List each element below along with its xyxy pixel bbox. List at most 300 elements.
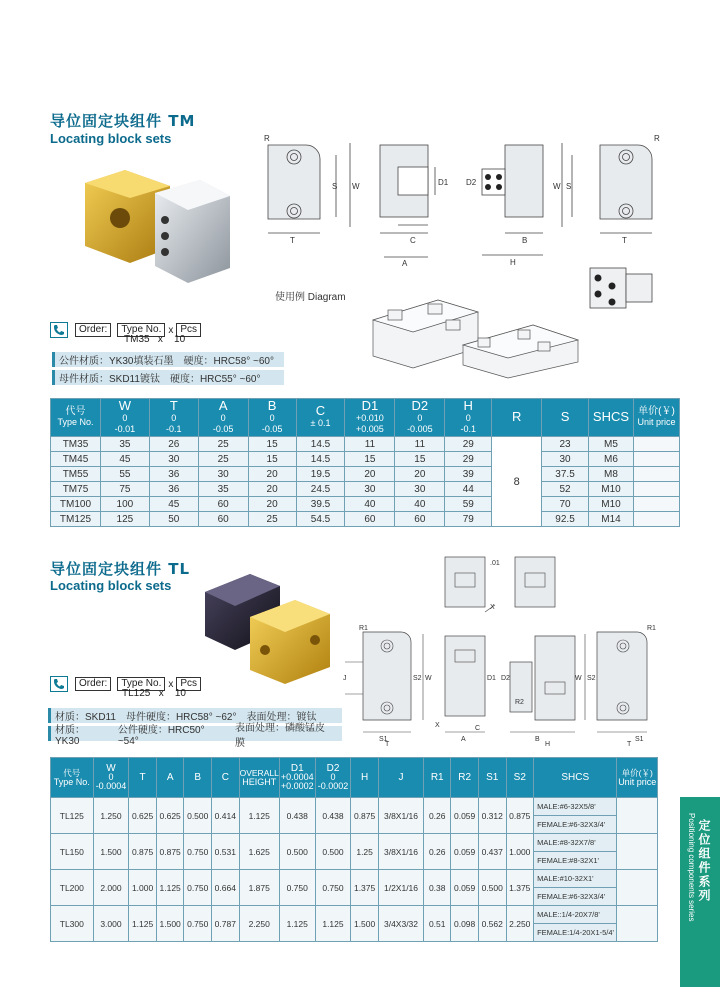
- table-cell: 40: [395, 497, 445, 512]
- header-main: W: [118, 397, 132, 413]
- table-cell: M14: [588, 512, 633, 527]
- table-cell: TM125: [51, 512, 101, 527]
- tl-label-t2: T: [627, 741, 632, 747]
- tm-order-example: [124, 334, 185, 345]
- unit-price-cell: [633, 512, 679, 527]
- tm-label-w2: W: [553, 182, 561, 191]
- tl-label-c: C: [475, 725, 481, 732]
- table-row: [51, 452, 680, 467]
- header-main: D1: [361, 397, 379, 413]
- table-cell: 45: [100, 452, 149, 467]
- header-sub-line: 0: [465, 412, 471, 423]
- table-cell: 30: [395, 482, 445, 497]
- order-label: Order:: [75, 677, 111, 691]
- unit-price-cell: [633, 497, 679, 512]
- tl-label-r1a: R1: [359, 625, 368, 632]
- table-cell: 40: [345, 497, 395, 512]
- header-sub-line: +0.005: [356, 423, 384, 434]
- table-cell: 0.26: [424, 834, 451, 870]
- table-cell: 20: [345, 467, 395, 482]
- tm-column-header: [51, 399, 101, 437]
- header-sub-line: +0.0002: [280, 781, 314, 791]
- table-cell: 45: [149, 497, 198, 512]
- table-cell: 60: [198, 497, 248, 512]
- tl-hardness-2: 公件硬度：HRC50° ~54°: [117, 724, 205, 747]
- table-cell: 0.059: [451, 870, 479, 906]
- tl-column-header: [424, 758, 451, 798]
- table-cell: 30: [542, 452, 589, 467]
- tm-technical-drawing: [250, 125, 670, 275]
- table-cell: M5: [588, 437, 633, 452]
- side-category-tab: [680, 797, 720, 987]
- table-cell: 0.625: [156, 798, 184, 834]
- x-separator: x: [168, 324, 174, 336]
- header-main: S2: [513, 772, 526, 783]
- table-cell: 1.125: [315, 906, 351, 942]
- x-separator: x: [168, 678, 174, 690]
- unit-price-cell: [617, 834, 658, 870]
- table-cell: 0.750: [315, 870, 351, 906]
- header-main: B: [194, 772, 202, 783]
- tl-column-header: [315, 758, 351, 798]
- table-row: [51, 467, 680, 482]
- table-row: [51, 437, 680, 452]
- tl-materials: [48, 708, 342, 749]
- table-cell: 0.750: [279, 870, 315, 906]
- tm-label-r2: R: [654, 134, 660, 143]
- header-main: H: [463, 397, 473, 413]
- tl-label-d2: D2: [501, 675, 510, 682]
- header-sub-line: 0: [330, 772, 336, 782]
- header-main: A: [166, 772, 174, 783]
- table-cell: 15: [395, 452, 445, 467]
- tm-label-h: H: [510, 258, 516, 267]
- tl-label-x2: X: [435, 722, 440, 729]
- table-cell: 0.562: [478, 906, 506, 942]
- tl-hardness-1: 母件硬度：HRC58° ~62°: [125, 712, 237, 723]
- tm-material-row: [52, 352, 284, 367]
- tl-column-header: [156, 758, 184, 798]
- tm-hardness-male: 硬度：HRC58° ~60°: [183, 356, 274, 367]
- tl-column-header: [478, 758, 506, 798]
- table-cell: 39: [445, 467, 492, 482]
- table-cell: 19.5: [296, 467, 345, 482]
- tm-label-s1: S: [332, 182, 338, 191]
- header-sub-line: ± 0.1: [310, 418, 331, 428]
- table-cell: 0.664: [212, 870, 240, 906]
- table-cell: M10: [588, 482, 633, 497]
- tm-material-row: [52, 370, 284, 385]
- unit-price-cell: [633, 452, 679, 467]
- header-sub-line: 0: [220, 412, 226, 423]
- table-cell: 0.625: [129, 798, 157, 834]
- table-cell: 0.500: [478, 870, 506, 906]
- table-cell: 0.312: [478, 798, 506, 834]
- table-cell: 37.5: [542, 467, 589, 482]
- header-main: C: [221, 772, 229, 783]
- tl-label-s1a: S1: [379, 736, 388, 743]
- tl-label-h: H: [545, 741, 551, 747]
- unit-price-cell: [633, 437, 679, 452]
- tl-label-r2: R2: [515, 699, 524, 706]
- tl-column-header: [534, 758, 617, 798]
- tm-material-male: 公件材质：YK30填装石墨: [59, 356, 174, 367]
- table-cell: 0.438: [279, 798, 315, 834]
- header-sub-line: -0.05: [261, 423, 283, 434]
- table-cell: 30: [149, 452, 198, 467]
- table-cell: 23: [542, 437, 589, 452]
- table-row: [51, 834, 658, 852]
- table-cell: 25: [198, 437, 248, 452]
- table-cell: TM45: [51, 452, 101, 467]
- table-cell: 0.787: [212, 906, 240, 942]
- table-cell: 36: [149, 482, 198, 497]
- table-cell: 15: [345, 452, 395, 467]
- table-cell: 0.51: [424, 906, 451, 942]
- tl-column-header: [239, 758, 279, 798]
- table-cell: 29: [445, 437, 492, 452]
- header-sub-line: -0.01: [114, 423, 136, 434]
- table-cell: 15: [248, 437, 296, 452]
- tl-order-x: x: [158, 688, 164, 699]
- tm-hardness-female: 硬度：HRC55° ~60°: [169, 374, 261, 385]
- table-cell: M10: [588, 497, 633, 512]
- tl-label-s2b: S2: [587, 675, 596, 682]
- table-cell: 75: [100, 482, 149, 497]
- pcs-label: Pcs: [176, 323, 201, 337]
- tm-mount-diagram: [588, 266, 654, 312]
- header-sub-line: HEIGHT: [242, 776, 277, 787]
- table-cell: 0.098: [451, 906, 479, 942]
- unit-price-cell: [617, 906, 658, 942]
- tl-label-r1b: R1: [647, 625, 656, 632]
- table-cell: TM55: [51, 467, 101, 482]
- shcs-cell: MALE:#6-32X5/8': [534, 798, 617, 816]
- table-cell: 36: [149, 467, 198, 482]
- tl-side-drawing: [430, 547, 570, 622]
- tm-title-cn: 导位固定块组件 TM: [50, 112, 196, 130]
- tm-order-x: x: [157, 334, 163, 345]
- header-main: W: [106, 763, 116, 774]
- tl-column-header: [617, 758, 658, 798]
- table-cell: 1.375: [506, 870, 534, 906]
- table-cell: 11: [345, 437, 395, 452]
- unit-price-cell: [633, 482, 679, 497]
- tm-usage-diagram: [368, 290, 583, 380]
- table-cell: TL125: [51, 798, 94, 834]
- table-cell: 0.750: [184, 834, 212, 870]
- table-cell: 0.059: [451, 798, 479, 834]
- header-sub-line: -0.1: [166, 423, 182, 434]
- table-cell: 1.500: [93, 834, 129, 870]
- table-cell: M8: [588, 467, 633, 482]
- tl-column-header: [351, 758, 379, 798]
- table-cell: 0.26: [424, 798, 451, 834]
- tl-spec-table: [50, 757, 658, 942]
- tl-label-b: B: [535, 736, 540, 743]
- tm-diagram-caption: 使用例 Diagram: [275, 292, 346, 303]
- table-cell: 0.750: [184, 870, 212, 906]
- table-cell: 1.000: [129, 870, 157, 906]
- tl-label-x: X: [490, 604, 495, 611]
- tl-material-row: [48, 722, 342, 749]
- header-main: J: [398, 772, 404, 783]
- tl-column-header: [51, 758, 94, 798]
- tm-column-header: [248, 399, 296, 437]
- tl-title-cn: 导位固定块组件 TL: [50, 560, 191, 578]
- tm-column-header: [445, 399, 492, 437]
- tm-label-c: C: [410, 236, 416, 245]
- table-cell: 60: [345, 512, 395, 527]
- table-cell: 0.750: [184, 906, 212, 942]
- tm-column-header: [633, 399, 679, 437]
- table-cell: 30: [198, 467, 248, 482]
- shcs-cell: FEMALE:#6-32X3/4': [534, 888, 617, 906]
- shcs-cell: MALE:#10-32X1': [534, 870, 617, 888]
- table-cell: 79: [445, 512, 492, 527]
- header-sub-line: 0: [269, 412, 275, 423]
- table-cell: 3/8X1/16: [378, 798, 423, 834]
- table-cell: 20: [248, 482, 296, 497]
- shcs-cell: FEMALE:1/4-20X1-5/4': [534, 924, 617, 942]
- table-cell: 52: [542, 482, 589, 497]
- table-cell: 60: [395, 512, 445, 527]
- tl-column-header: [93, 758, 129, 798]
- table-cell: 20: [395, 467, 445, 482]
- table-cell: 1.25: [351, 834, 379, 870]
- tm-column-header: [345, 399, 395, 437]
- tl-order-type-value: TL125: [122, 688, 151, 699]
- tl-label-w1: W: [425, 675, 432, 682]
- side-tab-cn: 定位组件系列: [697, 819, 711, 903]
- tm-label-r1: R: [264, 134, 270, 143]
- table-cell: 125: [100, 512, 149, 527]
- tl-order-example: [122, 688, 186, 699]
- tl-column-header: [378, 758, 423, 798]
- tl-label-j: J: [343, 675, 347, 682]
- table-cell: 1.375: [351, 870, 379, 906]
- tm-column-header: [198, 399, 248, 437]
- order-label: Order:: [75, 323, 111, 337]
- header-sub-line: 0: [171, 412, 177, 423]
- unit-price-cell: [617, 798, 658, 834]
- table-cell: 0.438: [315, 798, 351, 834]
- table-row: [51, 512, 680, 527]
- tl-label-d1: D1: [487, 675, 496, 682]
- tl-product-photo: [195, 562, 340, 687]
- table-cell: 14.5: [296, 437, 345, 452]
- side-tab-en: Positioning components series: [687, 813, 696, 922]
- table-row: [51, 482, 680, 497]
- type-no-label: Type No.: [117, 677, 165, 691]
- table-cell: 14.5: [296, 452, 345, 467]
- table-row: [51, 906, 658, 924]
- tl-surface-1: 表面处理：镀钛: [246, 712, 317, 723]
- tm-column-header: [588, 399, 633, 437]
- header-main: R: [511, 408, 522, 424]
- header-main: 单价(￥): [621, 767, 653, 778]
- tm-spec-table: [50, 398, 680, 527]
- tm-label-d1: D1: [438, 178, 449, 187]
- pcs-label: Pcs: [176, 677, 201, 691]
- tm-material-female: 母件材质：SKD11镀钛: [59, 374, 160, 385]
- table-cell: TM75: [51, 482, 101, 497]
- table-cell: 20: [248, 467, 296, 482]
- table-cell: TM35: [51, 437, 101, 452]
- tm-column-header: [542, 399, 589, 437]
- table-cell: 3/8X1/16: [378, 834, 423, 870]
- table-cell: 1.125: [239, 798, 279, 834]
- table-cell: 0.500: [184, 798, 212, 834]
- table-cell: 100: [100, 497, 149, 512]
- header-sub-line: Type No.: [57, 417, 94, 427]
- table-cell: M6: [588, 452, 633, 467]
- tl-label-w2: W: [575, 675, 582, 682]
- table-cell: 1.125: [129, 906, 157, 942]
- table-cell: 35: [198, 482, 248, 497]
- table-cell: 0.875: [506, 798, 534, 834]
- header-main: S: [560, 408, 570, 424]
- header-main: OVERALL: [239, 767, 279, 778]
- unit-price-cell: [617, 870, 658, 906]
- phone-icon: [50, 676, 68, 692]
- header-main: R2: [458, 772, 472, 783]
- tm-r-cell: 8: [492, 437, 542, 527]
- table-cell: 25: [248, 512, 296, 527]
- header-main: R1: [430, 772, 444, 783]
- header-main: 代号: [63, 767, 81, 778]
- table-cell: 1.125: [156, 870, 184, 906]
- header-sub-line: -0.1: [460, 423, 476, 434]
- phone-icon: [50, 322, 68, 338]
- tm-order-type-value: TM35: [124, 334, 150, 345]
- tl-column-header: [451, 758, 479, 798]
- table-cell: 0.414: [212, 798, 240, 834]
- header-main: C: [315, 403, 326, 418]
- tm-column-header: [100, 399, 149, 437]
- table-cell: 1.125: [279, 906, 315, 942]
- table-cell: 2.250: [506, 906, 534, 942]
- tl-title-en: Locating block sets: [50, 578, 172, 593]
- table-cell: 0.875: [351, 798, 379, 834]
- table-cell: 39.5: [296, 497, 345, 512]
- tl-column-header: [129, 758, 157, 798]
- table-cell: 0.875: [129, 834, 157, 870]
- header-main: D2: [411, 397, 429, 413]
- tm-materials: [52, 352, 284, 385]
- header-main: T: [169, 397, 178, 413]
- tm-label-s2: S: [566, 182, 572, 191]
- tl-label-a: A: [461, 736, 466, 743]
- table-cell: 35: [100, 437, 149, 452]
- tm-product-photo: [70, 158, 240, 283]
- shcs-cell: MALE::1/4-20X7/8': [534, 906, 617, 924]
- header-main: SHCS: [561, 772, 590, 783]
- table-cell: TL150: [51, 834, 94, 870]
- table-cell: 50: [149, 512, 198, 527]
- table-cell: 1.625: [239, 834, 279, 870]
- header-main: 单价(￥): [638, 406, 675, 417]
- tl-material-1: 材质：SKD11: [55, 712, 116, 723]
- header-sub-line: -0.0002: [317, 781, 349, 791]
- table-cell: 0.875: [156, 834, 184, 870]
- table-cell: 24.5: [296, 482, 345, 497]
- shcs-cell: FEMALE:#6-32X3/4': [534, 816, 617, 834]
- table-cell: TL200: [51, 870, 94, 906]
- table-cell: 26: [149, 437, 198, 452]
- table-cell: 54.5: [296, 512, 345, 527]
- table-row: [51, 497, 680, 512]
- table-cell: 1.500: [156, 906, 184, 942]
- tm-label-b: B: [522, 236, 528, 245]
- header-sub-line: +0.010: [356, 412, 384, 423]
- tl-label-d01: .01: [490, 560, 500, 567]
- table-cell: 1.000: [506, 834, 534, 870]
- type-no-label: Type No.: [117, 323, 165, 337]
- tm-title-en: Locating block sets: [50, 131, 172, 146]
- tm-column-header: [395, 399, 445, 437]
- table-cell: 44: [445, 482, 492, 497]
- table-row: [51, 870, 658, 888]
- header-main: 代号: [65, 406, 86, 417]
- tl-order-pcs-value: 10: [174, 688, 186, 699]
- unit-price-cell: [633, 467, 679, 482]
- table-cell: 0.38: [424, 870, 451, 906]
- table-cell: 20: [248, 497, 296, 512]
- header-main: S1: [486, 772, 499, 783]
- table-cell: 0.437: [478, 834, 506, 870]
- tm-order-pcs-value: 10: [174, 334, 186, 345]
- table-cell: 0.059: [451, 834, 479, 870]
- table-row: [51, 798, 658, 816]
- tl-label-s1b: S1: [635, 736, 644, 743]
- table-cell: 70: [542, 497, 589, 512]
- header-sub-line: -0.05: [212, 423, 234, 434]
- tm-label-d2: D2: [466, 178, 477, 187]
- table-cell: 1.250: [93, 798, 129, 834]
- header-main: D2: [326, 763, 340, 774]
- tl-surface-2: 表面处理：磷酸锰皮膜: [235, 722, 326, 749]
- tm-column-header: [492, 399, 542, 437]
- table-cell: 11: [395, 437, 445, 452]
- tl-technical-drawing: [335, 622, 670, 747]
- table-cell: 60: [198, 512, 248, 527]
- tl-column-header: [212, 758, 240, 798]
- table-cell: 0.500: [315, 834, 351, 870]
- header-sub-line: Unit price: [618, 776, 657, 787]
- header-sub-line: 0: [108, 772, 114, 782]
- header-sub-line: +0.0004: [280, 772, 314, 782]
- table-cell: 59: [445, 497, 492, 512]
- table-cell: TM100: [51, 497, 101, 512]
- shcs-cell: FEMALE:#8-32X1': [534, 852, 617, 870]
- table-cell: 30: [345, 482, 395, 497]
- header-sub-line: -0.005: [407, 423, 433, 434]
- table-cell: 15: [248, 452, 296, 467]
- table-cell: 29: [445, 452, 492, 467]
- tm-label-a: A: [402, 259, 408, 268]
- table-cell: 1.875: [239, 870, 279, 906]
- header-sub-line: -0.0004: [95, 781, 127, 791]
- tl-label-s2a: S2: [413, 675, 422, 682]
- header-main: H: [361, 772, 369, 783]
- header-main: SHCS: [592, 408, 630, 424]
- table-cell: 3.000: [93, 906, 129, 942]
- header-sub-line: 0: [417, 412, 423, 423]
- table-cell: 1/2X1/16: [378, 870, 423, 906]
- table-cell: 3/4X3/32: [378, 906, 423, 942]
- header-main: D1: [290, 763, 304, 774]
